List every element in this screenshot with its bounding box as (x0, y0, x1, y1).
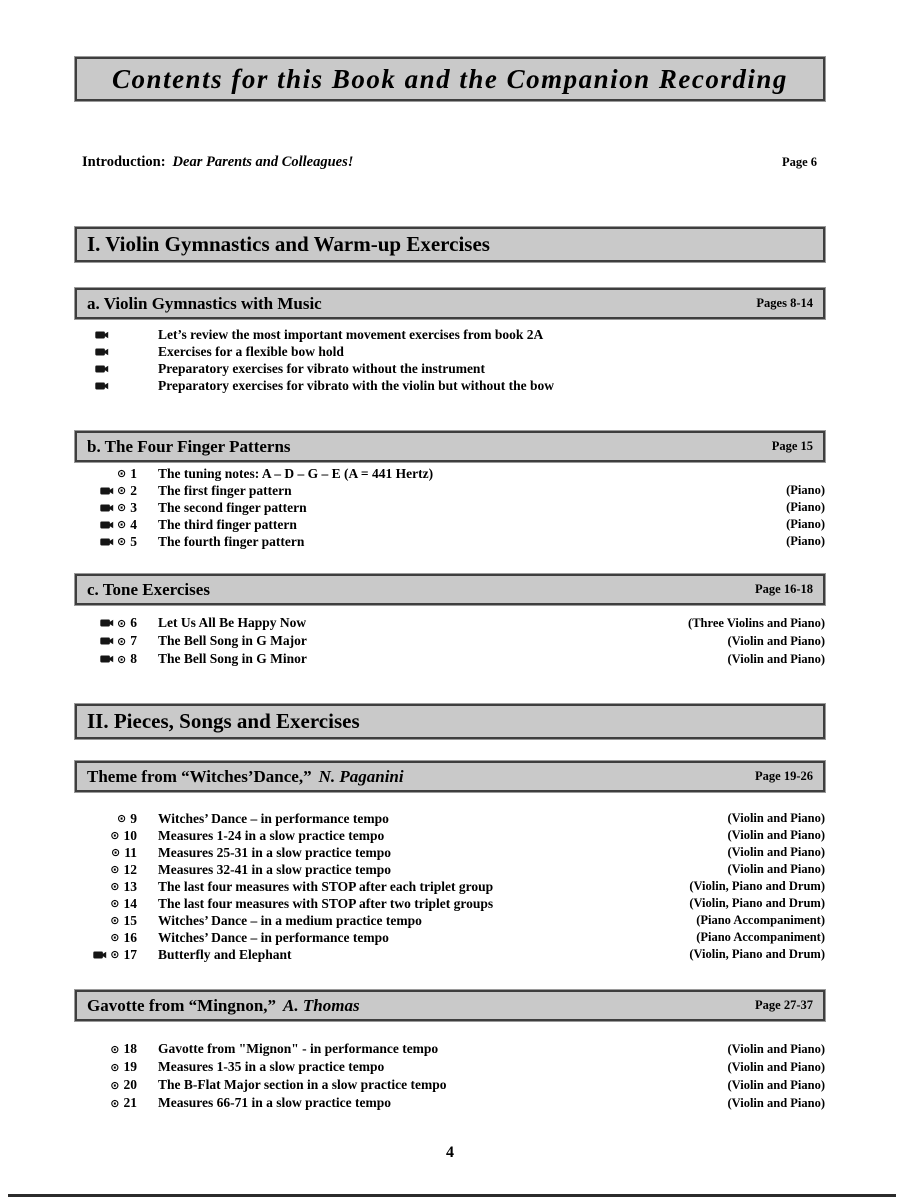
item-number: 15 (123, 912, 137, 928)
toc-item (75, 326, 825, 343)
item-scoring: (Three Violins and Piano) (688, 615, 825, 630)
toc-item (75, 946, 825, 963)
subsection-heading-b (75, 431, 825, 462)
item-title: The B-Flat Major section in a slow practice tempo (158, 1077, 447, 1092)
item-number: 12 (123, 861, 137, 877)
subsection-heading-gavotte (75, 990, 825, 1021)
item-number: 21 (123, 1095, 137, 1110)
toc-item (75, 1040, 825, 1058)
item-title: Witches’ Dance – in performance tempo (158, 929, 389, 945)
witches-title-group (87, 767, 404, 787)
item-title: The last four measures with STOP after each triplet group (158, 878, 494, 894)
item-scoring: (Violin and Piano) (727, 828, 825, 842)
track-icon: ⊙ (110, 1060, 120, 1074)
item-title: Witches’ Dance – in performance tempo (158, 810, 389, 826)
subsection-b-title: b. The Four Finger Patterns (87, 436, 291, 456)
item-title: Measures 32-41 in a slow practice tempo (158, 861, 391, 877)
item-number: 19 (123, 1059, 137, 1074)
toc-item (75, 895, 825, 912)
toc-item (75, 632, 825, 650)
toc-item (75, 499, 825, 516)
part-heading-2-text: II. Pieces, Songs and Exercises (87, 709, 360, 733)
gavotte-title-group (87, 996, 360, 1016)
track-icon: ⊙ (110, 914, 120, 927)
item-scoring: (Piano) (786, 534, 825, 548)
item-title: Exercises for a flexible bow hold (158, 343, 344, 359)
page-number: 4 (446, 1144, 454, 1161)
toc-item (75, 1094, 825, 1112)
item-title: The Bell Song in G Minor (158, 651, 307, 666)
item-scoring: (Violin and Piano) (727, 845, 825, 859)
item-scoring: (Piano) (786, 500, 825, 514)
witches-title: Theme from “Witches’Dance,” (87, 766, 312, 786)
item-number: 17 (123, 946, 137, 962)
introduction-pageref: Page 6 (781, 154, 817, 169)
item-scoring: (Piano) (786, 483, 825, 497)
track-icon: ⊙ (117, 501, 127, 514)
introduction-title: Dear Parents and Colleagues! (172, 153, 354, 170)
item-title: The first finger pattern (158, 482, 292, 498)
camera-icon (100, 485, 114, 497)
camera-icon (100, 653, 114, 665)
toc-item (75, 1076, 825, 1094)
subsection-b-pageref: Page 15 (771, 439, 813, 453)
toc-item (75, 912, 825, 929)
item-title: Butterfly and Elephant (158, 946, 292, 962)
toc-item (75, 650, 825, 668)
track-icon: ⊙ (110, 863, 120, 876)
title-banner-text: Contents for this Book and the Companion Recording (112, 63, 788, 94)
gavotte-composer: A. Thomas (283, 995, 360, 1015)
item-scoring: (Piano Accompaniment) (696, 913, 825, 927)
item-number: 16 (123, 929, 137, 945)
part-heading-2 (75, 704, 825, 739)
gavotte-items (75, 1040, 825, 1112)
subsection-a-title: a. Violin Gymnastics with Music (87, 293, 322, 313)
track-icon: ⊙ (110, 1042, 120, 1056)
track-icon: ⊙ (110, 931, 120, 944)
track-icon: ⊙ (117, 484, 127, 497)
track-icon: ⊙ (117, 812, 127, 825)
subsection-c-title: c. Tone Exercises (87, 579, 210, 599)
item-number: 20 (123, 1077, 137, 1092)
camera-icon (93, 949, 107, 961)
track-icon: ⊙ (117, 467, 127, 480)
camera-icon (100, 635, 114, 647)
track-icon: ⊙ (117, 634, 127, 648)
item-title: Let Us All Be Happy Now (158, 615, 307, 630)
item-scoring: (Violin and Piano) (727, 651, 825, 666)
item-title: The second finger pattern (158, 499, 307, 515)
item-number: 9 (130, 810, 137, 826)
toc-item (75, 533, 825, 550)
camera-icon (100, 536, 114, 548)
toc-item (75, 861, 825, 878)
track-icon: ⊙ (117, 652, 127, 666)
track-icon: ⊙ (117, 616, 127, 630)
part-heading-1 (75, 227, 825, 262)
item-number: 7 (130, 633, 137, 648)
item-title: The Bell Song in G Major (158, 633, 307, 648)
item-number: 6 (130, 615, 137, 630)
item-number: 18 (123, 1041, 137, 1056)
item-scoring: (Violin and Piano) (727, 633, 825, 648)
witches-pageref: Page 19-26 (755, 769, 813, 783)
introduction-text (82, 154, 353, 171)
item-title: Witches’ Dance – in a medium practice tempo (158, 912, 422, 928)
subsection-a-pageref: Pages 8-14 (756, 296, 813, 310)
item-scoring: (Violin, Piano and Drum) (689, 947, 825, 961)
item-number: 2 (130, 482, 137, 498)
track-icon: ⊙ (110, 948, 120, 961)
item-title: The last four measures with STOP after two triplet groups (158, 895, 494, 911)
item-number: 5 (130, 533, 137, 549)
title-banner (75, 57, 825, 101)
item-title: Let’s review the most important movement exercises from book 2A (158, 326, 544, 342)
camera-icon (95, 329, 109, 341)
toc-item (75, 1058, 825, 1076)
item-title: The tuning notes: A – D – G – E (A = 441 Hertz) (158, 465, 434, 481)
track-icon: ⊙ (110, 1078, 120, 1092)
section-b-items (75, 465, 825, 550)
section-a-items (75, 326, 825, 394)
item-scoring: (Violin, Piano and Drum) (689, 896, 825, 910)
item-scoring: (Piano Accompaniment) (696, 930, 825, 944)
item-scoring: (Piano) (786, 517, 825, 531)
item-scoring: (Violin and Piano) (727, 1041, 825, 1056)
subsection-heading-a (75, 288, 825, 319)
toc-item (75, 360, 825, 377)
track-icon: ⊙ (110, 1096, 120, 1110)
track-icon: ⊙ (110, 897, 120, 910)
subsection-heading-witches-dance (75, 761, 825, 792)
track-icon: ⊙ (110, 880, 120, 893)
item-number: 13 (123, 878, 137, 894)
toc-item (75, 343, 825, 360)
item-scoring: (Violin and Piano) (727, 1077, 825, 1092)
item-number: 10 (123, 827, 137, 843)
item-scoring: (Violin and Piano) (727, 1059, 825, 1074)
item-number: 1 (130, 465, 137, 481)
track-icon: ⊙ (117, 518, 127, 531)
introduction-label: Introduction: (82, 153, 166, 170)
toc-item (75, 482, 825, 499)
toc-item (75, 929, 825, 946)
item-number: 14 (123, 895, 137, 911)
toc-item (75, 810, 825, 827)
track-icon: ⊙ (117, 535, 127, 548)
introduction-row (75, 152, 825, 172)
item-title: Measures 25-31 in a slow practice tempo (158, 844, 391, 860)
item-title: The third finger pattern (158, 516, 297, 532)
item-scoring: (Violin and Piano) (727, 811, 825, 825)
item-scoring: (Violin and Piano) (727, 862, 825, 876)
item-number: 8 (130, 651, 137, 666)
item-title: Measures 1-24 in a slow practice tempo (158, 827, 385, 843)
item-title: Measures 1-35 in a slow practice tempo (158, 1059, 385, 1074)
camera-icon (95, 380, 109, 392)
track-icon: ⊙ (111, 846, 121, 859)
subsection-c-pageref: Page 16-18 (755, 582, 813, 596)
camera-icon (100, 519, 114, 531)
gavotte-pageref: Page 27-37 (755, 998, 813, 1012)
item-title: Preparatory exercises for vibrato with the violin but without the bow (158, 377, 554, 393)
item-number: 3 (130, 499, 137, 515)
toc-item (75, 878, 825, 895)
item-title: The fourth finger pattern (158, 533, 305, 549)
toc-item (75, 377, 825, 394)
toc-item (75, 465, 825, 482)
item-scoring: (Violin and Piano) (727, 1095, 825, 1110)
toc-item (75, 827, 825, 844)
item-number: 11 (124, 844, 137, 860)
item-title: Preparatory exercises for vibrato without the instrument (158, 360, 485, 376)
scan-edge-line (8, 1194, 896, 1197)
section-c-items (75, 614, 825, 668)
camera-icon (100, 502, 114, 514)
camera-icon (95, 346, 109, 358)
camera-icon (100, 617, 114, 629)
item-title: Gavotte from "Mignon" - in performance tempo (158, 1041, 439, 1056)
toc-item (75, 516, 825, 533)
part-heading-1-text: I. Violin Gymnastics and Warm-up Exercises (87, 232, 490, 256)
witches-items (75, 810, 825, 963)
toc-item (75, 614, 825, 632)
camera-icon (95, 363, 109, 375)
witches-composer: N. Paganini (318, 766, 404, 786)
gavotte-title: Gavotte from “Mingnon,” (87, 995, 277, 1015)
item-title: Measures 66-71 in a slow practice tempo (158, 1095, 391, 1110)
subsection-heading-c (75, 574, 825, 605)
toc-item (75, 844, 825, 861)
track-icon: ⊙ (110, 829, 120, 842)
item-scoring: (Violin, Piano and Drum) (689, 879, 825, 893)
item-number: 4 (130, 516, 137, 532)
